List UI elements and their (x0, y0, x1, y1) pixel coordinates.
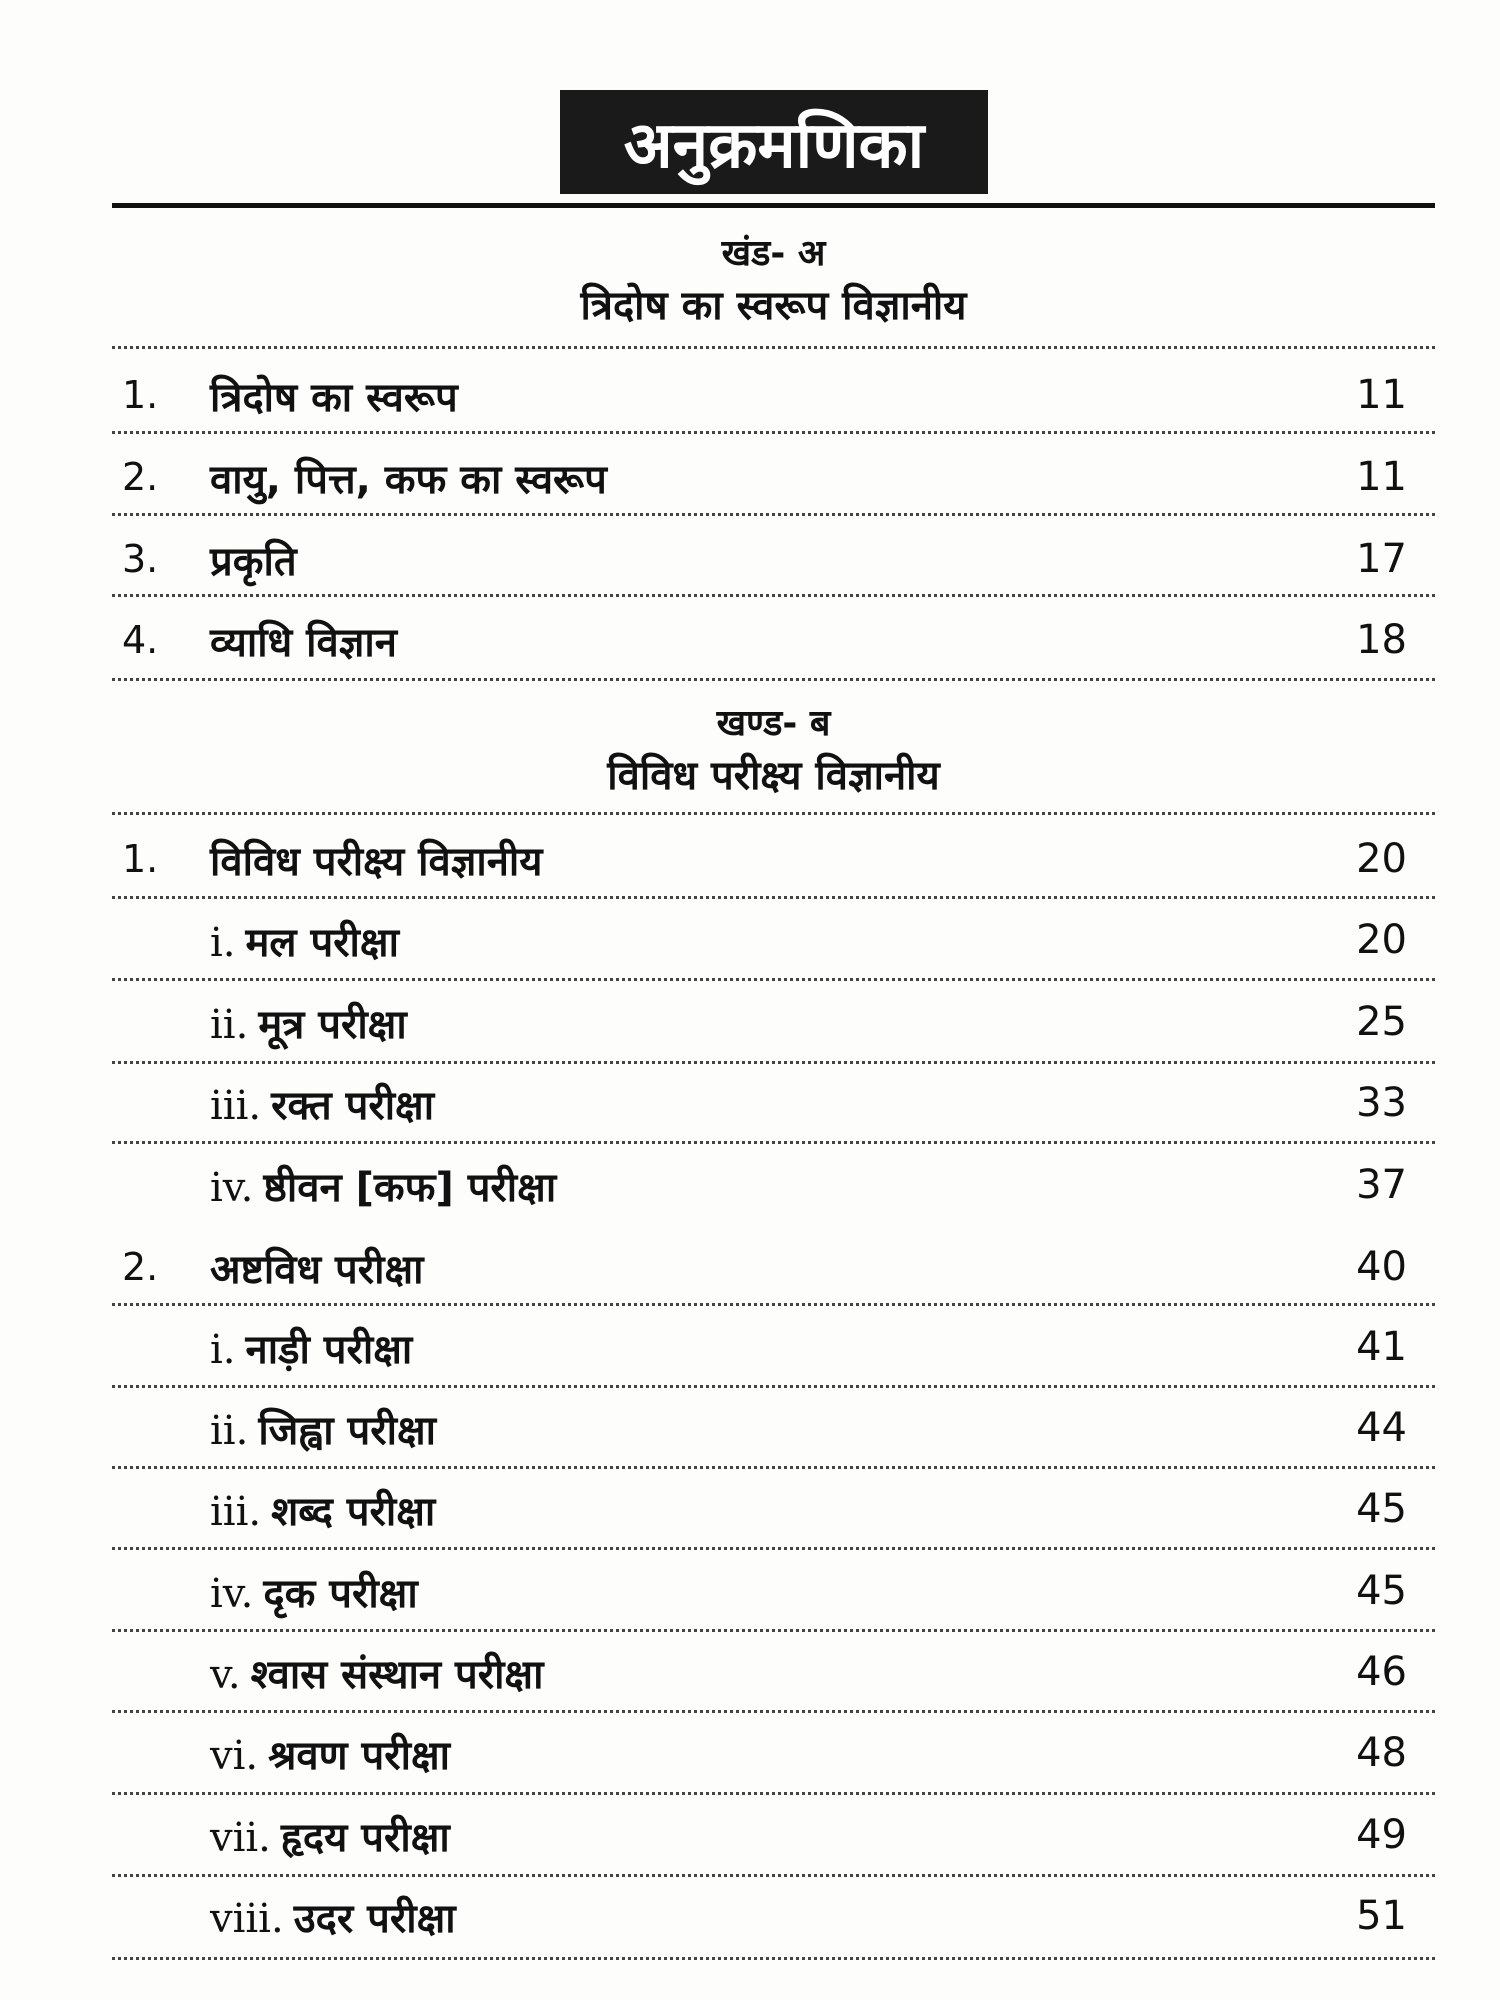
entry-page: 20 (1356, 917, 1407, 963)
entry-page: 11 (1356, 454, 1407, 500)
entry-title: वायु, पित्त, कफ का स्वरूप (210, 456, 607, 503)
entry-page: 18 (1356, 617, 1407, 663)
entry-page: 25 (1356, 999, 1407, 1045)
entry-title: श्रवण परीक्षा (268, 1732, 450, 1779)
toc-subentry[interactable] (112, 1713, 1435, 1793)
toc-subentry[interactable] (112, 1795, 1435, 1875)
entry-page: 33 (1356, 1080, 1407, 1126)
section-b-label: खण्ड- ब (716, 703, 831, 744)
entry-title: अष्टविध परीक्षा (210, 1246, 424, 1293)
dotted-divider (112, 513, 1435, 516)
entry-page: 45 (1356, 1486, 1407, 1532)
entry-title: नाड़ी परीक्षा (245, 1326, 413, 1373)
dotted-divider (112, 1547, 1435, 1550)
entry-title: ष्ठीवन [कफ] परीक्षा (263, 1164, 557, 1211)
dotted-divider (112, 1303, 1435, 1306)
entry-title: प्रकृति (210, 538, 297, 585)
entry-title: व्याधि विज्ञान (210, 619, 397, 666)
entry-roman: iv. (210, 1164, 254, 1211)
entry-title: रक्त परीक्षा (271, 1082, 435, 1129)
section-b-heading (112, 703, 1435, 799)
entry-page: 41 (1356, 1324, 1407, 1370)
toc-entry[interactable] (112, 437, 1435, 517)
toc-subentry[interactable] (112, 900, 1435, 980)
entry-number: 1. (122, 837, 159, 881)
entry-title: मूत्र परीक्षा (258, 1001, 407, 1048)
entry-roman: i. (210, 1326, 236, 1373)
entry-roman: iv. (210, 1570, 254, 1617)
entry-number: 4. (122, 618, 159, 662)
entry-number: 3. (122, 537, 159, 581)
entry-page: 17 (1356, 536, 1407, 582)
entry-title: हृदय परीक्षा (280, 1814, 450, 1861)
toc-subentry[interactable] (112, 1876, 1435, 1956)
section-b-subtitle: विविध परीक्ष्य विज्ञानीय (607, 753, 940, 799)
entry-title: श्वास संस्थान परीक्षा (250, 1651, 544, 1698)
entry-roman: vi. (210, 1732, 259, 1779)
entry-roman: v. (210, 1651, 241, 1698)
entry-title: मल परीक्षा (245, 919, 399, 966)
section-a-subtitle: त्रिदोष का स्वरूप विज्ञानीय (580, 283, 967, 329)
dotted-divider (112, 678, 1435, 681)
entry-page: 46 (1356, 1649, 1407, 1695)
entry-roman: iii. (210, 1488, 262, 1535)
entry-page: 49 (1356, 1812, 1407, 1858)
entry-title: शब्द परीक्षा (271, 1488, 436, 1535)
entry-roman: i. (210, 919, 236, 966)
toc-entry[interactable] (112, 600, 1435, 680)
section-a-heading (112, 233, 1435, 329)
entry-page: 20 (1356, 836, 1407, 882)
toc-subentry[interactable] (112, 1388, 1435, 1468)
toc-entry[interactable] (112, 355, 1435, 435)
entry-title: त्रिदोष का स्वरूप (210, 374, 458, 421)
entry-page: 45 (1356, 1568, 1407, 1614)
entry-roman: ii. (210, 1407, 249, 1454)
toc-subentry[interactable] (112, 1551, 1435, 1631)
toc-entry[interactable] (112, 519, 1435, 599)
dotted-divider (112, 1957, 1435, 1960)
toc-entry[interactable] (112, 1227, 1435, 1307)
title-rule (112, 203, 1435, 208)
entry-roman: viii. (210, 1895, 284, 1942)
entry-page: 44 (1356, 1405, 1407, 1451)
entry-roman: ii. (210, 1001, 249, 1048)
toc-subentry[interactable] (112, 1307, 1435, 1387)
entry-roman: iii. (210, 1082, 262, 1129)
dotted-divider (112, 978, 1435, 981)
page-title: अनुक्रमणिका (560, 90, 988, 194)
entry-title: दृक परीक्षा (263, 1570, 418, 1617)
dotted-divider (112, 812, 1435, 815)
entry-page: 51 (1356, 1893, 1407, 1939)
entry-number: 2. (122, 455, 159, 499)
entry-number: 2. (122, 1245, 159, 1289)
entry-page: 48 (1356, 1730, 1407, 1776)
toc-subentry[interactable] (112, 982, 1435, 1062)
dotted-divider (112, 431, 1435, 434)
entry-title: जिह्वा परीक्षा (258, 1407, 437, 1454)
toc-subentry[interactable] (112, 1063, 1435, 1143)
entry-title: विविध परीक्ष्य विज्ञानीय (210, 838, 543, 885)
dotted-divider (112, 896, 1435, 899)
toc-subentry[interactable] (112, 1469, 1435, 1549)
entry-page: 11 (1356, 372, 1407, 418)
entry-number: 1. (122, 373, 159, 417)
toc-subentry[interactable] (112, 1632, 1435, 1712)
dotted-divider (112, 1141, 1435, 1144)
section-a-label: खंड- अ (721, 233, 826, 274)
entry-page: 37 (1356, 1162, 1407, 1208)
dotted-divider (112, 346, 1435, 349)
entry-page: 40 (1356, 1244, 1407, 1290)
entry-roman: vii. (210, 1814, 271, 1861)
toc-entry[interactable] (112, 819, 1435, 899)
entry-title: उदर परीक्षा (293, 1895, 456, 1942)
dotted-divider (112, 594, 1435, 597)
toc-subentry[interactable] (112, 1145, 1435, 1225)
